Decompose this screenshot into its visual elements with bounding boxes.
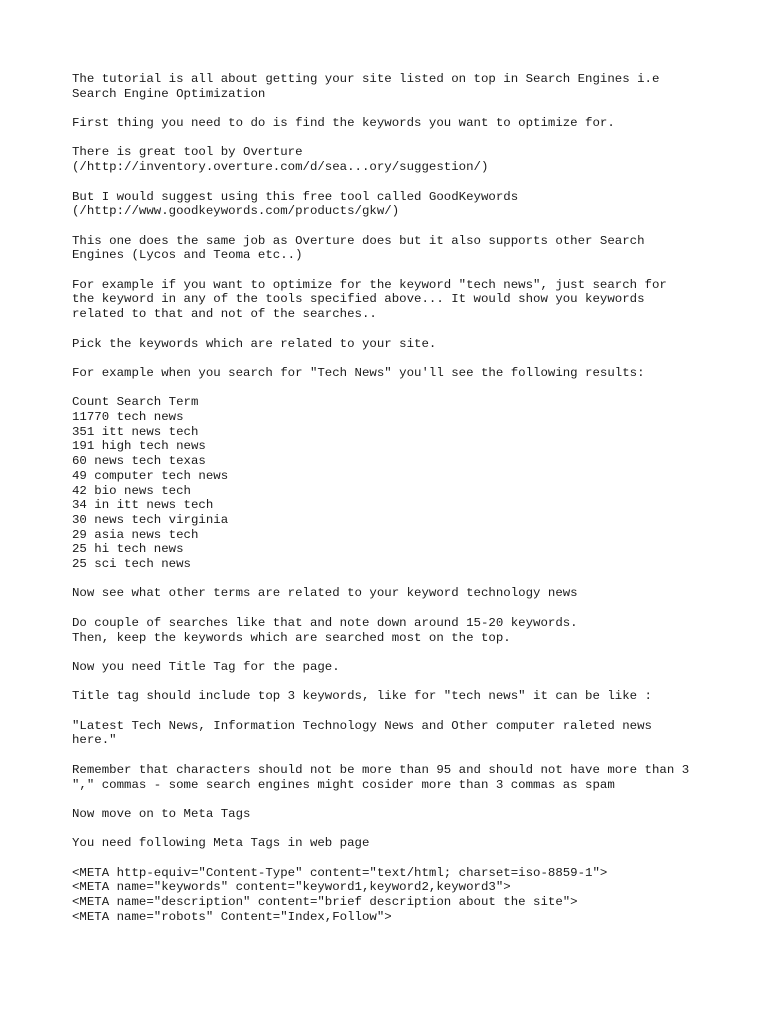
document-page <box>72 72 712 939</box>
paragraph <box>72 145 712 174</box>
paragraph <box>72 836 712 851</box>
text-line: The tutorial is all about getting your site listed on top in Search Engines i.e <box>72 72 660 86</box>
text-line: 49 computer tech news <box>72 468 229 483</box>
paragraph <box>72 72 712 101</box>
text-line: <META http-equiv="Content-Type" content="text/html; charset=iso-8859-1"> <box>72 865 608 880</box>
paragraph <box>72 616 712 645</box>
text-line: 29 asia news tech <box>72 527 199 542</box>
text-line: For example if you want to optimize for the keyword "tech news", just search for <box>72 277 667 292</box>
text-line: 25 hi tech news <box>72 542 184 557</box>
text-line: Title tag should include top 3 keywords, like for "tech news" it can be like : <box>72 689 652 704</box>
text-line: But I would suggest using this free tool called GoodKeywords <box>72 189 519 204</box>
text-line: Now see what other terms are related to your keyword technology news <box>72 586 578 601</box>
text-line: "," commas - some search engines might cosider more than 3 commas as spam <box>72 777 615 792</box>
text-line: Then, keep the keywords which are searched most on the top. <box>72 630 511 645</box>
text-line: Pick the keywords which are related to your site. <box>72 336 437 351</box>
text-line: 60 news tech texas <box>72 454 206 469</box>
text-line: 42 bio news tech <box>72 483 191 498</box>
paragraph <box>72 807 712 822</box>
paragraph <box>72 689 712 704</box>
text-line: 11770 tech news <box>72 410 184 425</box>
paragraph <box>72 190 712 219</box>
text-line: "Latest Tech News, Information Technology News and Other computer raleted news <box>72 718 652 733</box>
paragraph <box>72 866 712 925</box>
paragraph <box>72 366 712 381</box>
text-line: Search Engine Optimization <box>72 86 266 101</box>
text-line: (/http://inventory.overture.com/d/sea...ory/suggestion/) <box>72 160 489 175</box>
paragraph <box>72 395 712 571</box>
text-line: 34 in itt news tech <box>72 498 214 513</box>
text-line: <META name="keywords" content="keyword1,keyword2,keyword3"> <box>72 880 511 895</box>
paragraph <box>72 660 712 675</box>
text-line: Remember that characters should not be more than 95 and should not have more than 3 <box>72 762 690 777</box>
paragraph <box>72 586 712 601</box>
text-line: <META name="robots" Content="Index,Follow"> <box>72 909 392 924</box>
text-line: <META name="description" content="brief description about the site"> <box>72 895 578 910</box>
text-line: Engines (Lycos and Teoma etc..) <box>72 248 303 263</box>
text-line: Now move on to Meta Tags <box>72 806 251 821</box>
text-line: the keyword in any of the tools specified above... It would show you keywords <box>72 292 645 307</box>
text-line: 30 news tech virginia <box>72 512 229 527</box>
text-line: Do couple of searches like that and note down around 15-20 keywords. <box>72 615 578 630</box>
paragraph <box>72 116 712 131</box>
text-line: First thing you need to do is find the keywords you want to optimize for. <box>72 116 615 131</box>
text-line: here." <box>72 733 117 748</box>
text-line: Now you need Title Tag for the page. <box>72 659 340 674</box>
text-line: related to that and not of the searches.. <box>72 307 377 322</box>
text-line: Count Search Term <box>72 395 199 410</box>
text-line: (/http://www.goodkeywords.com/products/gkw/) <box>72 204 400 219</box>
paragraph <box>72 234 712 263</box>
text-line: 191 high tech news <box>72 439 206 454</box>
paragraph <box>72 278 712 322</box>
paragraph <box>72 763 712 792</box>
text-line: This one does the same job as Overture does but it also supports other Search <box>72 233 645 248</box>
paragraph <box>72 719 712 748</box>
paragraph <box>72 337 712 352</box>
text-line: For example when you search for "Tech News" you'll see the following results: <box>72 365 645 380</box>
text-line: You need following Meta Tags in web page <box>72 836 370 851</box>
text-line: 25 sci tech news <box>72 557 191 572</box>
text-line: There is great tool by Overture <box>72 145 303 160</box>
text-line: 351 itt news tech <box>72 424 199 439</box>
